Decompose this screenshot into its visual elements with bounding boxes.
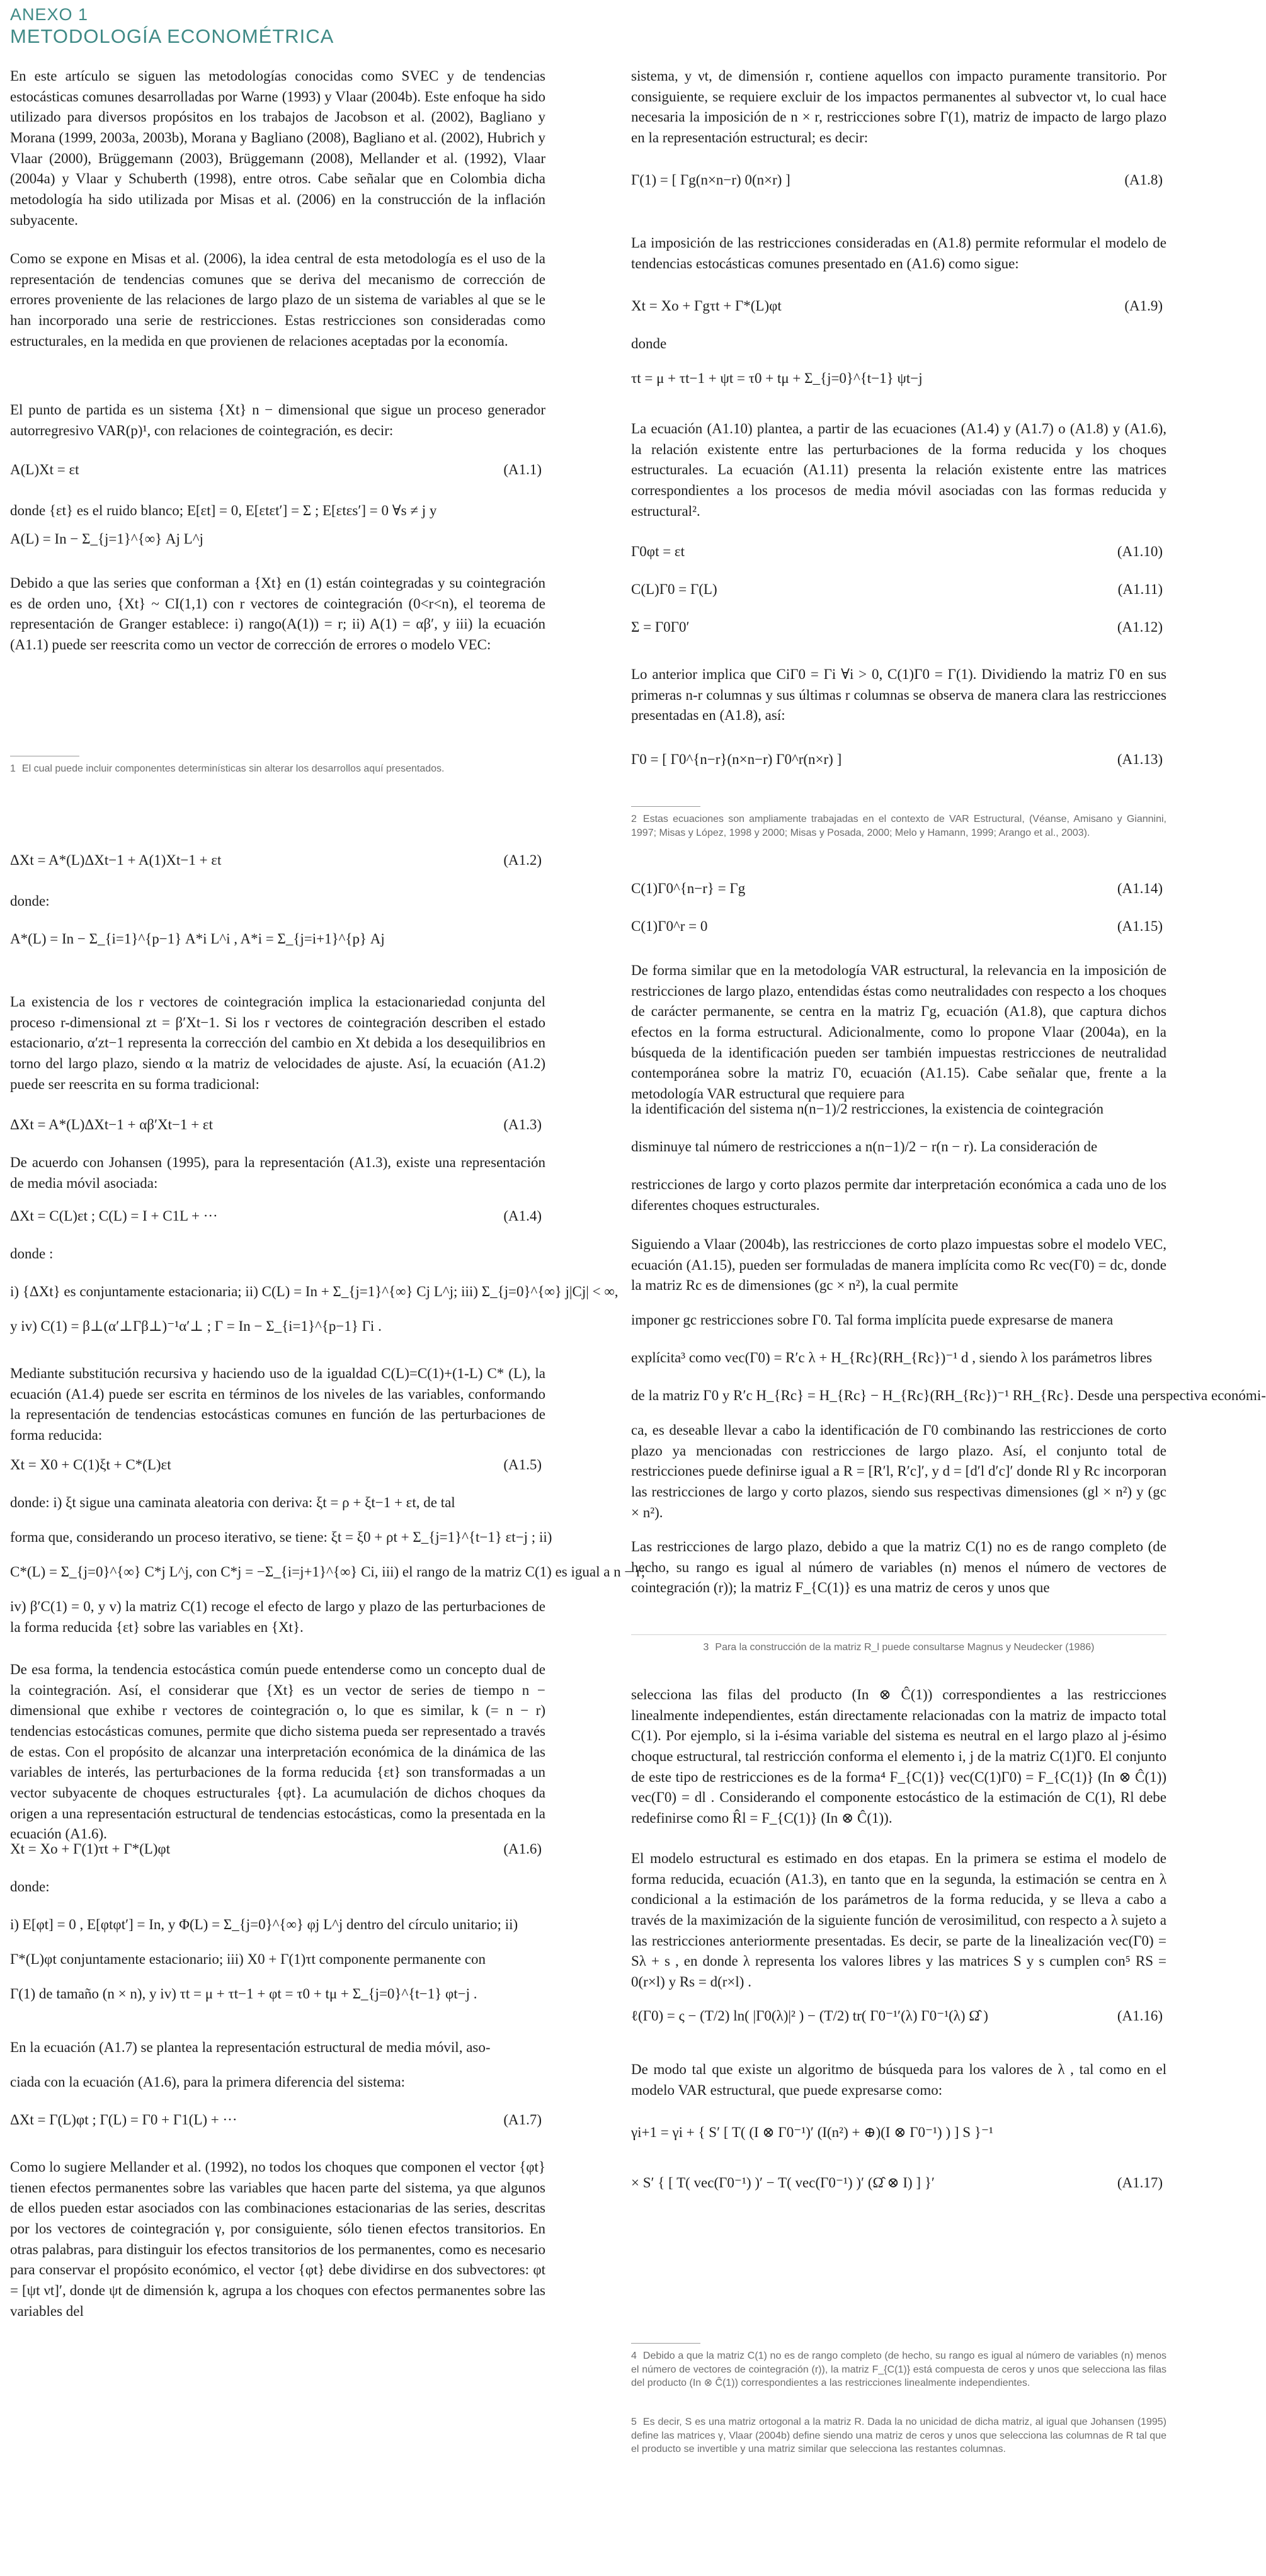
equation-a1-10 — [631, 542, 1166, 567]
equation-a1-16-number: (A1.16) — [1117, 2008, 1163, 2024]
paragraph-transitory: sistema, y νt, de dimensión r, contiene aquellos con impacto puramente transitorio. Por consiguiente, se requiere excluir de los impactos permanentes al subvector νt, lo cual hace necesaria la imposición de n × r, restricciones sobre Γ(1), matriz de impacto de largo plazo en la representación estructural; es decir: — [631, 68, 1166, 145]
equation-a1-4-expr: ΔXt = C(L)εt ; C(L) = I + C1L + ··· — [10, 1208, 218, 1224]
iteration-line: forma que, considerando un proceso iterativo, se tiene: ξt = ξ0 + ρt + Σ_{j=1}^{t−1} εt−j ; ii) — [10, 1529, 552, 1545]
paragraph-granger: Debido a que las series que conforman a {Xt} en (1) están cointegradas y su cointegración es de orden uno, {Xt} ~ CI(1,1) con r vectores de cointegración (0<r<n), el teorema de representación de Granger establece: i) rango(A(1)) = r; ii) A(1) = αβ′, y iii) la ecuación (A1.1) puede ser reescrita como un vector de corrección de errores o modelo VEC: — [10, 575, 545, 653]
equation-a1-12 — [631, 617, 1166, 642]
donde-label-3: donde: — [10, 1879, 50, 1895]
tau-permanent-definition: τt = μ + τt−1 + ψt = τ0 + tμ + Σ_{j=0}^{t−1} ψt−j — [631, 370, 923, 386]
restrictions-interpretation: restricciones de largo y corto plazos permite dar interpretación económica a cada uno de los diferentes choques estructurales. — [631, 1177, 1166, 1213]
equation-a1-16-expr: ℓ(Γ0) = ς − (T/2) ln( |Γ0(λ)|² ) − (T/2) tr( Γ0⁻¹′(λ) Γ0⁻¹(λ) Ω̂ ) — [631, 2008, 988, 2024]
equation-a1-6-expr: Xt = Xo + Γ(1)τt + Γ*(L)φt — [10, 1841, 171, 1857]
donde-label-2: donde : — [10, 1246, 54, 1262]
beta-condition: iv) β′C(1) = 0, y v) la matriz C(1) recoge el efecto de largo y plazo de las perturbaciones de la forma reducida {εt} sobre las variables en {Xt}. — [10, 1599, 545, 1635]
noise-definition: donde {εt} es el ruido blanco; E[εt] = 0, E[εtεt′] = Σ ; E[εtεs′] = 0 ∀s ≠ j y — [10, 503, 437, 518]
paragraph-system: El punto de partida es un sistema {Xt} n − dimensional que sigue un proceso generador autorregresivo VAR(p)¹, con relaciones de cointegración, es decir: — [10, 402, 545, 438]
paragraph-long-run: Las restricciones de largo plazo, debido a que la matriz C(1) no es de rango completo (de hecho, su rango es igual al número de variables (n) menos el número de vectores de cointegración (r)); la matriz F_{C(1)} es una matriz de ceros y unos que — [631, 1539, 1166, 1596]
footnote-rule-3 — [631, 1634, 1166, 1635]
conditions-c1: y iv) C(1) = β⊥(α′⊥Γβ⊥)⁻¹α′⊥ ; Γ = In − Σ_{i=1}^{p−1} Γi . — [10, 1318, 382, 1334]
left-column — [10, 66, 646, 2567]
paragraph-reformulate: La imposición de las restricciones consideradas en (A1.8) permite reformular el modelo de tendencias estocásticas comunes presentado en (A1.6) como sigue: — [631, 235, 1166, 271]
right-column — [631, 66, 1266, 2567]
paragraph-johansen: De acuerdo con Johansen (1995), para la representación (A1.3), existe una representación de media móvil asociada: — [10, 1154, 545, 1191]
footnote-4: 4 Debido a que la matriz C(1) no es de rango completo (de hecho, su rango es igual al número de variables (n) menos el número de vectores de cointegración (r)), la matriz F_{C(1)} está compuesta de ceros y unos que selecciona las filas del producto (In ⊗ Ĉ(1)) correspondientes a las restricciones linealmente independientes. — [631, 2351, 1166, 2389]
footnote-rule-4 — [631, 2343, 700, 2344]
equation-a1-17-line1: γi+1 = γi + { S′ [ T( (I ⊗ Γ0⁻¹)′ (I(n²) + ⊕)(I ⊗ Γ0⁻¹) ) ] S }⁻¹ — [631, 2124, 993, 2140]
annex-number: ANEXO 1 — [10, 5, 89, 24]
equation-a1-14-number: (A1.14) — [1117, 881, 1163, 896]
equation-a1-7 — [10, 2110, 545, 2135]
equation-a1-9-number: (A1.9) — [1124, 298, 1163, 314]
equation-a1-12-expr: Σ = Γ0Γ0′ — [631, 619, 690, 635]
footnote-5: 5 Es decir, S es una matriz ortogonal a la matriz R. Dada la no unicidad de dicha matriz, al igual que Johansen (1995) define las matrices γ, Vlaar (2004b) define siendo una matriz de ceros y unos que selecciona las columnas de R tal que el producto se invertible y una matriz similar que selecciona las restantes columnas. — [631, 2417, 1166, 2455]
equation-a1-3-number: (A1.3) — [503, 1117, 542, 1132]
equation-a1-5 — [10, 1455, 545, 1480]
restrictions-reduced-line: disminuye tal número de restricciones a n(n−1)/2 − r(n − r). La consideración de — [631, 1139, 1098, 1154]
paragraph-idea: Como se expone en Misas et al. (2006), la idea central de esta metodología es el uso de la representación de tendencias comunes que se deriva del mecanismo de corrección de errores proveniente de las relaciones de largo plazo de un sistema de variables al que se le han incorporado una serie de restricciones. Estas restricciones son consideradas como estructurales, en la medida en que provienen de relaciones aceptadas por la economía. — [10, 251, 545, 349]
equation-a1-11-number: (A1.11) — [1117, 581, 1163, 597]
equation-a1-1 — [10, 460, 545, 485]
paragraph-selects: selecciona las filas del producto (In ⊗ Ĉ(1)) correspondientes a las restricciones linealmente independientes, están directamente relacionadas con la matriz de impacto total C(1). Por ejemplo, si la i-ésima variable del sistema es neutral en el largo plazo al j-ésimo choque estructural, tal restricción conforma el elemento i, j de la matriz C(1)Γ0. El conjunto de este tipo de restricciones es de la forma⁴ F_{C(1)} vec(C(1)Γ0) = F_{C(1)} (In ⊗ Ĉ(1)) vec(Γ0) = dl . Considerando el componente estocástico de la estimación de C(1), Rl debe redefinirse como R̂l = F_{C(1)} (In ⊗ Ĉ(1)). — [631, 1687, 1166, 1826]
equation-a1-16 — [631, 2006, 1166, 2031]
footnote-3: 3 Para la construcción de la matriz R_l puede consultarse Magnus y Neudecker (1986) — [703, 1642, 1095, 1653]
equation-a1-12-number: (A1.12) — [1117, 619, 1163, 635]
donde-label-1: donde: — [10, 893, 50, 909]
equation-a1-9-expr: Xt = Xo + Γgτt + Γ*(L)φt — [631, 298, 782, 314]
equation-a1-17-line2: × S′ { [ T( vec(Γ0⁻¹) )′ − T( vec(Γ0⁻¹) )′ (Ω̂ ⊗ I) ] }′ (A1.17) — [631, 2173, 1166, 2211]
annex-title: METODOLOGÍA ECONOMÉTRICA — [10, 25, 334, 47]
paragraph-intro: En este artículo se siguen las metodologías conocidas como SVEC y de tendencias estocásticas comunes desarrolladas por Warne (1993) y Vlaar (2004b). Este enfoque ha sido utilizado para diversos propósitos en los trabajos de Jacobson et al. (2002), Bagliano y Morana (1999, 2003a, 2003b), Morana y Bagliano (2008), Bagliano et al. (2002), Hubrich y Vlaar (2000), Brüggemann (2003), Brüggemann (2008), Mellander et al. (1992), Vlaar (2004a) y Vlaar y Schuberth (1998), entre otros. Cabe señalar que en Colombia dicha metodología ha sido utilizada por Misas et al. (2006) en la construcción de la inflación subyacente. — [10, 68, 545, 228]
equation-a1-3 — [10, 1115, 545, 1140]
equation-a1-4 — [10, 1206, 545, 1231]
gamma-star-line: Γ*(L)φt conjuntamente estacionario; iii) X0 + Γ(1)τt componente permanente con — [10, 1951, 486, 1967]
paragraph-common-trends: De esa forma, la tendencia estocástica común puede entenderse como un concepto dual de la cointegración. Así, el considerar que {Xt} es un vector de series de tiempo n − dimensional que exhibe r vectores de cointegración o, lo que es similar, k (= n − r) tendencias estocásticas comunes, permite que dicho sistema pueda ser representado a través de estas. Con el propósito de alcanzar una interpretación económica de la dinámica de las variables de interés, las perturbaciones de la forma reducida {εt} son transformadas a un vector subyacente de choques estructurales {φt}. La acumulación de dichos choques da origen a una representación estructural de tendencias estocásticas, como la presentada en la ecuación (A1.6). — [10, 1661, 545, 1842]
conditions-c: i) {ΔXt} es conjuntamente estacionaria; ii) C(L) = In + Σ_{j=1}^{∞} Cj L^j; iii) Σ_{j=0}^{∞} j|Cj| < ∞, — [10, 1284, 619, 1299]
equation-a1-11 — [631, 579, 1166, 605]
equation-a1-10-number: (A1.10) — [1117, 544, 1163, 559]
footnote-2: 2 Estas ecuaciones son ampliamente trabajadas en el contexto de VAR Estructural, (Véanse, Amisano y Giannini, 1997; Misas y López, 1998 y 2000; Misas y Posada, 2000; Melo y Hamann, 1999; Arango et al., 2003). — [631, 814, 1166, 838]
footnote-1: 1 El cual puede incluir componentes determinísticas sin alterar los desarrollos aquí presentados. — [10, 763, 445, 774]
equation-a1-3-expr: ΔXt = A*(L)ΔXt−1 + αβ′Xt−1 + εt — [10, 1117, 213, 1132]
equation-a1-15-number: (A1.15) — [1117, 918, 1163, 934]
equation-a1-14 — [631, 879, 1166, 904]
paragraph-estimation: El modelo estructural es estimado en dos etapas. En la primera se estima el modelo de forma reducida, ecuación (A1.3), en tanto que en la segunda, la estimación se centra en λ condicional a la estimación de los parámetros de la forma reducida, y se lleva a cabo a través de la maximización de la siguiente función de verosimilitud, con respecto a λ sujeto a las restricciones anteriormente presentadas. Es decir, se parte de la linealización vec(Γ0) = Sλ + s , en donde λ representa los valores libres y las matrices S y s cumplen con⁵ RS = 0(r×l) y Rs = d(r×l) . — [631, 1850, 1166, 1990]
restrictions-count-line: la identificación del sistema n(n−1)/2 restricciones, la existencia de cointegración — [631, 1101, 1103, 1117]
explicit-form-line: explícita³ como vec(Γ0) = R′c λ + H_{Rc}(RH_{Rc})⁻¹ d , siendo λ los parámetros libres — [631, 1350, 1153, 1365]
equation-a1-8-expr: Γ(1) = [ Γg(n×n−r) 0(n×r) ] — [631, 172, 790, 188]
lag-polynomial: A(L) = In − Σ_{j=1}^{∞} Aj L^j — [10, 531, 203, 547]
paragraph-algorithm: De modo tal que existe un algoritmo de búsqueda para los valores de λ , tal como en el modelo VAR estructural, que puede expresarse como: — [631, 2061, 1166, 2098]
equation-a1-7-number: (A1.7) — [503, 2112, 542, 2128]
equation-a1-7-expr: ΔXt = Γ(L)φt ; Γ(L) = Γ0 + Γ1(L) + ··· — [10, 2112, 237, 2128]
paragraph-vlaar: Siguiendo a Vlaar (2004b), las restricciones de corto plazo impuestas sobre el modelo VEC, ecuación (A1.15), pueden ser formuladas de manera implícita como Rc vec(Γ0) = dc, donde la matriz Rc es de dimensiones (gc × n²), la cual permite — [631, 1236, 1166, 1294]
tau-definition: Γ(1) de tamaño (n × n), y iv) τt = μ + τt−1 + φt = τ0 + tμ + Σ_{j=0}^{t−1} φt−j . — [10, 1986, 477, 2002]
equation-a1-15-expr: C(1)Γ0^r = 0 — [631, 918, 708, 934]
equation-a1-17-number: (A1.17) — [1117, 2175, 1163, 2191]
equation-a1-1-number: (A1.1) — [503, 462, 542, 477]
paragraph-svar: De forma similar que en la metodología VAR estructural, la relevancia en la imposición de restricciones de largo plazo, entendidas éstas como neutralidades con respecto a los choques de carácter permanente, se centra en la matriz Γg, ecuación (A1.8), que captura dichos efectos en la forma estructural. Adicionalmente, como lo propone Vlaar (2004a), en la búsqueda de la identificación pueden ser también impuestas restricciones de neutralidad contemporánea sobre la matriz Γ0, ecuación (A1.15). Cabe señalar que, frente a la metodología VAR estructural que requiere para — [631, 962, 1166, 1102]
equation-a1-13-number: (A1.13) — [1117, 751, 1163, 767]
equation-a1-2-number: (A1.2) — [503, 852, 542, 868]
equation-a1-13 — [631, 749, 1166, 775]
paragraph-relation: La ecuación (A1.10) plantea, a partir de las ecuaciones (A1.4) y (A1.7) o (A1.8) y (A1.6), la relación existente entre las perturbaciones de la forma reducida y los choques estructurales. La ecuación (A1.11) presenta la relación existente entre las matrices correspondientes a los procesos de media móvil asociadas con las formas reducida y estructural². — [631, 421, 1166, 519]
equation-a1-2 — [10, 850, 545, 875]
equation-a1-8-number: (A1.8) — [1124, 172, 1163, 188]
equation-a1-10-expr: Γ0φt = εt — [631, 544, 685, 559]
footnote-rule-2 — [631, 806, 700, 807]
random-walk-line: donde: i) ξt sigue una caminata aleatoria con deriva: ξt = ρ + ξt−1 + εt, de tal — [10, 1495, 455, 1510]
astar-definition: A*(L) = In − Σ_{i=1}^{p−1} A*i L^i , A*i = Σ_{j=i+1}^{p} Aj — [10, 931, 385, 947]
paragraph-a1-7-line1: En la ecuación (A1.7) se plantea la representación estructural de media móvil, aso- — [10, 2039, 491, 2055]
equation-a1-13-expr: Γ0 = [ Γ0^{n−r}(n×n−r) Γ0^r(n×r) ] — [631, 751, 842, 767]
short-run-restrictions-line: imponer gc restricciones sobre Γ0. Tal forma implícita puede expresarse de manera — [631, 1312, 1114, 1328]
paragraph-recursive: Mediante substitución recursiva y haciendo uso de la igualdad C(L)=C(1)+(1-L) C* (L), la ecuación (A1.4) puede ser escrita en términos de los niveles de las variables, conformando la representación de tendencias estocásticas comunes en función de las perturbaciones de forma reducida: — [10, 1365, 545, 1443]
equation-a1-11-expr: C(L)Γ0 = Γ(L) — [631, 581, 717, 597]
equation-a1-5-number: (A1.5) — [503, 1457, 542, 1473]
equation-a1-8 — [631, 170, 1166, 195]
paragraph-split-gamma: Lo anterior implica que CiΓ0 = Γi ∀i > 0, C(1)Γ0 = Γ(1). Dividiendo la matriz Γ0 en sus primeras n-r columnas y sus últimas r columnas se observa de manera clara las restricciones presentadas en (A1.8), así: — [631, 666, 1166, 724]
equation-a1-2-expr: ΔXt = A*(L)ΔXt−1 + A(1)Xt−1 + εt — [10, 852, 222, 868]
equation-a1-15 — [631, 916, 1166, 942]
equation-a1-5-expr: Xt = X0 + C(1)ξt + C*(L)εt — [10, 1457, 171, 1473]
paragraph-mellander: Como lo sugiere Mellander et al. (1992), no todos los choques que componen el vector {φt} tienen efectos permanentes sobre las variables que hacen parte del sistema, ya que algunos de ellos pueden estar asociados con las combinaciones estacionarias de las series, descritas por los vectores de cointegración γ, por consiguiente, sólo tienen efectos transitorios. En otras palabras, para distinguir los efectos transitorios de los permanentes, como es necesario para conservar el propósito económico, el vector {φt} debe dividirse en dos subvectores: φt = [ψt νt]′, donde ψt de dimensión k, agrupa a los choques con efectos permanentes sobre las variables del — [10, 2159, 545, 2319]
paragraph-a1-7-line2: ciada con la ecuación (A1.6), para la primera diferencia del sistema: — [10, 2074, 406, 2090]
cstar-line: C*(L) = Σ_{j=0}^{∞} C*j L^j, con C*j = −Σ_{i=j+1}^{∞} Ci, iii) el rango de la matriz C(1) es igual a n − r; — [10, 1564, 646, 1580]
equation-a1-6-number: (A1.6) — [503, 1841, 542, 1857]
phi-conditions: i) E[φt] = 0 , E[φtφt′] = In, y Φ(L) = Σ_{j=0}^{∞} φj L^j dentro del círculo unitario; ii) — [10, 1917, 518, 1932]
equation-a1-9 — [631, 296, 1166, 321]
equation-a1-14-expr: C(1)Γ0^{n−r} = Γg — [631, 881, 746, 896]
equation-a1-1-expr: A(L)Xt = εt — [10, 462, 79, 477]
equation-a1-6 — [10, 1839, 545, 1864]
paragraph-cointegration: La existencia de los r vectores de cointegración implica la estacionariedad conjunta del proceso r-dimensional zt = β′Xt−1. Si los r vectores de cointegración describen el estado estacionario, α′zt−1 representa la corrección del cambio en Xt debida a los desequilibrios en torno del largo plazo, siendo α la matriz de velocidades de ajuste. Así, la ecuación (A1.2) puede ser reescrita en su forma tradicional: — [10, 994, 545, 1092]
donde-label-4: donde — [631, 336, 667, 351]
identification-paragraph: ca, es deseable llevar a cabo la identificación de Γ0 combinando las restricciones de corto plazo ya mencionadas con restricciones de largo plazo. Así, el conjunto total de restricciones puede definirse igual a R = [R′l, R′c]′, y d = [d′l d′c]′ donde Rl y Rc incorporan las restricciones de largo y corto plazos, siendo sus respectivas dimensiones (gl × n²) y (gc × n²). — [631, 1422, 1166, 1520]
matrix-gamma-line: de la matriz Γ0 y R′c H_{Rc} = H_{Rc} − H_{Rc}(RH_{Rc})⁻¹ RH_{Rc}. Desde una perspectiva económi- — [631, 1388, 1266, 1403]
equation-a1-4-number: (A1.4) — [503, 1208, 542, 1224]
